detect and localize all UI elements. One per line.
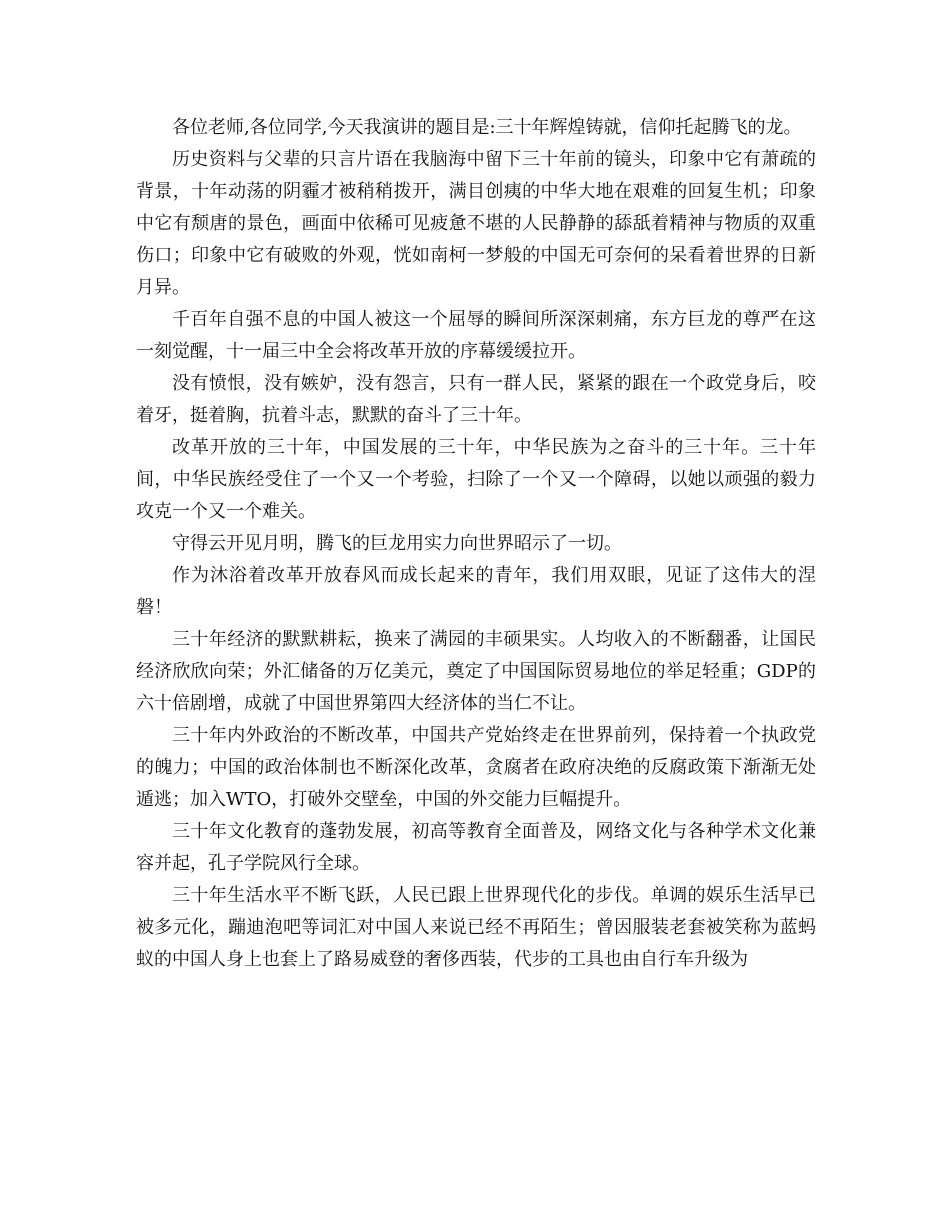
paragraph: 作为沐浴着改革开放春风而成长起来的青年，我们用双眼，见证了这伟大的涅磐！ xyxy=(136,565,816,618)
paragraph: 守得云开见月明，腾飞的巨龙用实力向世界昭示了一切。 xyxy=(172,533,622,554)
document-body xyxy=(136,112,816,976)
paragraph: 各位老师,各位同学,今天我演讲的题目是:三十年辉煌铸就，信仰托起腾飞的龙。 xyxy=(172,117,802,138)
paragraph: 改革开放的三十年，中国发展的三十年，中华民族为之奋斗的三十年。三十年间，中华民族经受住了一个又一个考验，扫除了一个又一个障碍，以她以顽强的毅力攻克一个又一个难关。 xyxy=(136,437,816,522)
paragraph: 千百年自强不息的中国人被这一个屈辱的瞬间所深深刺痛，东方巨龙的尊严在这一刻觉醒，十一届三中全会将改革开放的序幕缓缓拉开。 xyxy=(136,309,816,362)
paragraph: 三十年文化教育的蓬勃发展，初高等教育全面普及，网络文化与各种学术文化兼容并起，孔子学院风行全球。 xyxy=(136,821,816,874)
paragraph: 没有愤恨，没有嫉妒，没有怨言，只有一群人民，紧紧的跟在一个政党身后，咬着牙，挺着胸，抗着斗志，默默的奋斗了三十年。 xyxy=(136,373,816,426)
paragraph: 三十年经济的默默耕耘，换来了满园的丰硕果实。人均收入的不断翻番，让国民经济欣欣向荣；外汇储备的万亿美元，奠定了中国国际贸易地位的举足轻重；GDP的六十倍剧增，成就了中国世界第四大经济体的当仁不让。 xyxy=(136,629,816,714)
paragraph: 历史资料与父辈的只言片语在我脑海中留下三十年前的镜头，印象中它有萧疏的背景，十年动荡的阴霾才被稍稍拨开，满目创痍的中华大地在艰难的回复生机；印象中它有颓唐的景色，画面中依稀可见疲惫不堪的人民静静的舔舐着精神与物质的双重伤口；印象中它有破败的外观，恍如南柯一梦般的中国无可奈何的呆看着世界的日新月异。 xyxy=(136,149,816,298)
paragraph: 三十年内外政治的不断改革，中国共产党始终走在世界前列，保持着一个执政党的魄力；中国的政治体制也不断深化改革，贪腐者在政府决绝的反腐政策下渐渐无处遁逃；加入WTO，打破外交壁垒，中国的外交能力巨幅提升。 xyxy=(136,725,816,810)
paragraph: 三十年生活水平不断飞跃，人民已跟上世界现代化的步伐。单调的娱乐生活早已被多元化，蹦迪泡吧等词汇对中国人来说已经不再陌生；曾因服装老套被笑称为蓝蚂蚁的中国人身上也套上了路易威登的奢侈西装，代步的工具也由自行车升级为 xyxy=(136,885,816,970)
